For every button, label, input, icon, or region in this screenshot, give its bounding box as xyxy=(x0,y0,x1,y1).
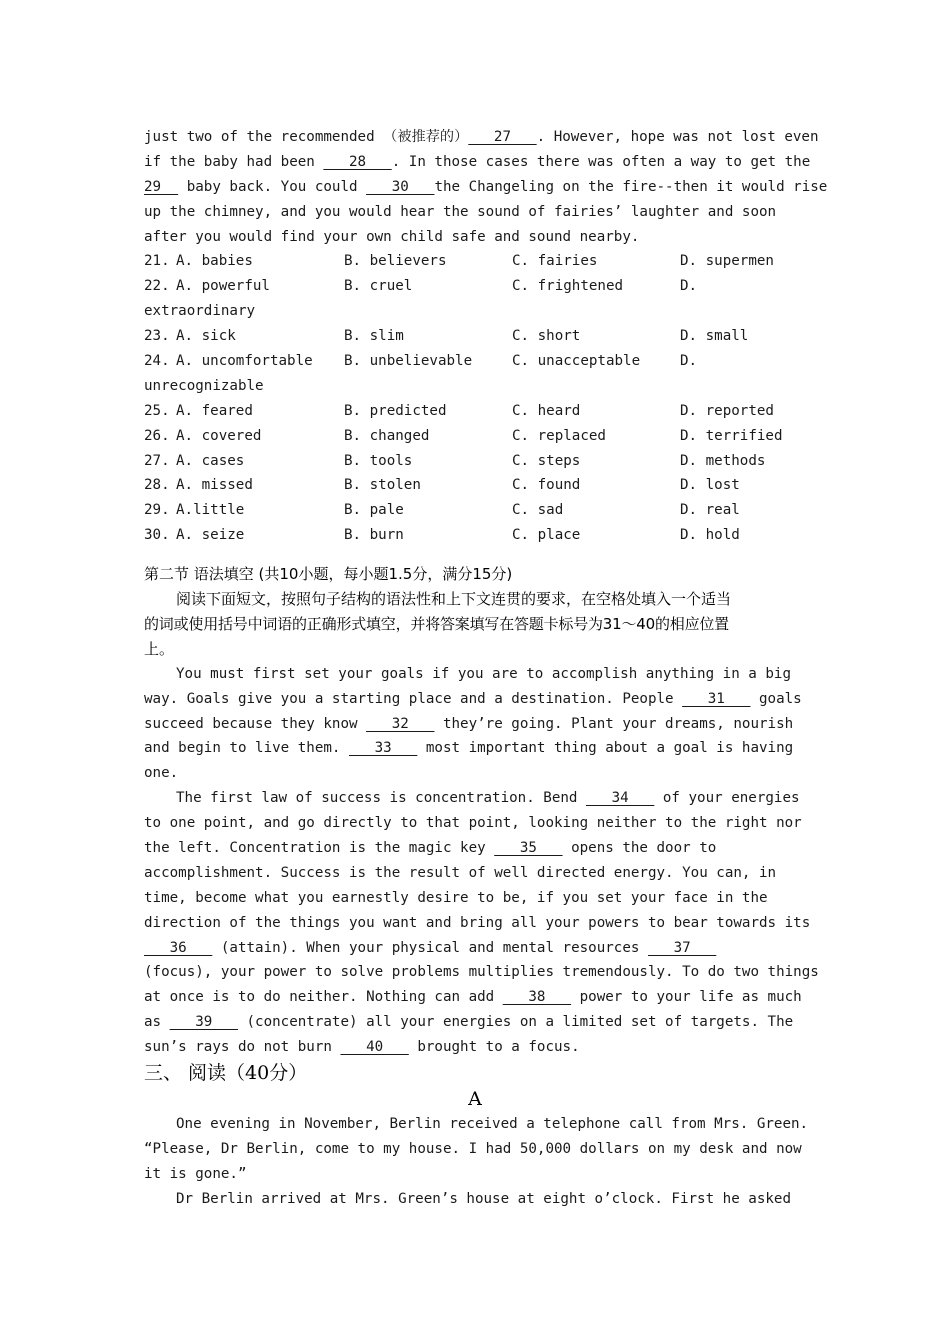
option-c: C. replaced xyxy=(512,427,606,444)
option-c: C. frightened xyxy=(512,278,624,295)
text-line: 29 baby back. You could 30 the Changeling on the fire--then it would rise xyxy=(144,178,828,195)
option-a: A. seize xyxy=(176,527,245,544)
option-a: A. powerful xyxy=(176,278,270,295)
question-number: 23. xyxy=(144,328,170,345)
option-row xyxy=(144,349,806,374)
answer-blank: 40 xyxy=(340,1039,409,1056)
question-number: 30. xyxy=(144,527,170,544)
answer-blank: 37 xyxy=(647,939,717,956)
passage-a-label: A xyxy=(468,1088,482,1111)
question-number: 26. xyxy=(144,427,170,444)
text-line: succeed because they know 32 they’re going. Plant your dreams, nourish xyxy=(144,715,794,732)
answer-blank: 28 xyxy=(323,153,392,170)
text-line: the left. Concentration is the magic key 35 opens the door to xyxy=(144,840,717,856)
option-a: A. feared xyxy=(176,402,253,419)
question-number: 28. xyxy=(144,477,170,494)
text-line: Dr Berlin arrived at Mrs. Green’s house at eight o’clock. First he asked xyxy=(176,1190,791,1207)
answer-blank: 27 xyxy=(468,129,537,145)
text-line: it is gone.” xyxy=(144,1165,247,1182)
option-b: B. believers xyxy=(344,253,447,270)
option-b: B. tools xyxy=(344,452,413,469)
answer-blank: 31 xyxy=(682,690,751,707)
text-line: “Please, Dr Berlin, come to my house. I had 50,000 dollars on my desk and now xyxy=(144,1140,802,1157)
option-c: C. sad xyxy=(512,502,564,519)
option-a: A. cases xyxy=(176,452,245,469)
option-d: D. hold xyxy=(680,527,740,544)
document-column xyxy=(144,125,828,1212)
option-c: C. short xyxy=(512,328,581,345)
option-list xyxy=(144,249,806,548)
text-line: if the baby had been 28 . In those cases there was often a way to get the xyxy=(144,153,811,170)
question-number: 27. xyxy=(144,452,170,469)
answer-blank: 34 xyxy=(586,790,655,807)
option-d: D. terrified xyxy=(680,427,783,444)
section2-instruction-line: 阅读下面短文，按照句子结构的语法性和上下文连贯的要求，在空格处填入一个适当 xyxy=(176,590,732,609)
text-line: The first law of success is concentration. Bend 34 of your energies xyxy=(176,790,800,807)
option-d: D. methods xyxy=(680,452,766,469)
text-line: sun’s rays do not burn 40 brought to a focus. xyxy=(144,1039,580,1056)
text-line: just two of the recommended （被推荐的） 27 . However, hope was not lost even xyxy=(144,129,819,145)
option-b: B. stolen xyxy=(344,477,421,494)
grammar-passage xyxy=(144,662,819,1060)
question-number: 25. xyxy=(144,402,170,419)
option-d: D. reported xyxy=(680,402,774,419)
answer-blank: 38 xyxy=(502,989,572,1006)
reading-passage-a xyxy=(144,1112,809,1212)
option-b: B. unbelievable xyxy=(344,353,473,370)
text-line: at once is to do neither. Nothing can add 38 power to your life as much xyxy=(144,989,802,1006)
answer-blank: 30 xyxy=(366,178,435,195)
text-line: time, become what you earnestly desire to be, if you set your face in the xyxy=(144,889,768,906)
text-line: accomplishment. Success is the result of well directed energy. You can, in xyxy=(144,864,777,881)
answer-blank: 35 xyxy=(494,840,563,856)
option-b: B. slim xyxy=(344,328,404,345)
text-line: One evening in November, Berlin received a telephone call from Mrs. Green. xyxy=(176,1116,809,1133)
option-c: C. fairies xyxy=(512,253,598,270)
text-line: as 39 (concentrate) all your energies on a limited set of targets. The xyxy=(144,1014,794,1031)
text-line: to one point, and go directly to that point, looking neither to the right nor xyxy=(144,815,802,832)
option-c: C. found xyxy=(512,477,581,494)
option-b: B. pale xyxy=(344,502,404,519)
section2-instruction-line: 的词或使用括号中词语的正确形式填空，并将答案填写在答题卡标号为31～40的相应位置 xyxy=(144,614,729,633)
option-row xyxy=(144,324,806,349)
answer-blank: 29 xyxy=(144,178,179,195)
option-row xyxy=(144,274,806,299)
question-number: 24. xyxy=(144,353,170,370)
text-line: after you would find your own child safe and sound nearby. xyxy=(144,228,640,245)
option-row xyxy=(144,473,806,498)
text-line: You must first set your goals if you are to accomplish anything in a big xyxy=(176,665,791,682)
question-number: 21. xyxy=(144,253,170,270)
option-a: A. uncomfortable xyxy=(176,353,313,370)
option-wrap: extraordinary xyxy=(144,303,256,320)
option-a: A. babies xyxy=(176,253,253,270)
option-c: C. place xyxy=(512,527,581,544)
answer-blank: 33 xyxy=(349,740,418,757)
text-line: (focus), your power to solve problems multiplies tremendously. To do two things xyxy=(144,964,819,981)
option-c: C. unacceptable xyxy=(512,353,641,370)
question-number: 29. xyxy=(144,502,170,519)
option-row xyxy=(144,399,806,424)
section2-heading: 第二节 语法填空 (共10小题，每小题1.5分，满分15分) xyxy=(144,565,513,584)
option-a: A.little xyxy=(176,502,245,519)
option-d: D. lost xyxy=(680,477,740,494)
section2-instruction-line: 上。 xyxy=(144,639,175,658)
text-line: and begin to live them. 33 most important thing about a goal is having xyxy=(144,740,794,757)
section3-heading: 三、 阅读（40分） xyxy=(144,1062,308,1085)
question-number: 22. xyxy=(144,278,170,295)
option-d: D. real xyxy=(680,502,740,519)
answer-blank: 39 xyxy=(169,1014,238,1031)
text-line: up the chimney, and you would hear the sound of fairies’ laughter and soon xyxy=(144,203,777,220)
text-line: 36 (attain). When your physical and mental resources 37 xyxy=(144,939,717,956)
option-b: B. burn xyxy=(344,527,404,544)
option-a: A. missed xyxy=(176,477,253,494)
option-row xyxy=(144,449,806,474)
option-d: D. small xyxy=(680,328,749,345)
option-a: A. covered xyxy=(176,427,262,444)
option-b: B. cruel xyxy=(344,278,413,295)
text-line: direction of the things you want and bring all your powers to bear towards its xyxy=(144,914,811,931)
option-d: D. xyxy=(680,278,698,295)
option-row xyxy=(144,498,806,523)
answer-blank: 36 xyxy=(144,939,213,956)
passage-tail xyxy=(144,125,828,249)
text-line: one. xyxy=(144,765,179,782)
option-d: D. xyxy=(680,353,698,370)
option-row xyxy=(144,523,806,548)
option-row xyxy=(144,424,806,449)
text-line: way. Goals give you a starting place and a destination. People 31 goals xyxy=(144,690,802,707)
option-b: B. changed xyxy=(344,427,430,444)
option-c: C. steps xyxy=(512,452,581,469)
option-b: B. predicted xyxy=(344,402,447,419)
option-wrap: unrecognizable xyxy=(144,377,264,394)
option-d: D. supermen xyxy=(680,253,774,270)
option-c: C. heard xyxy=(512,402,581,419)
answer-blank: 32 xyxy=(366,715,435,732)
option-row xyxy=(144,249,806,274)
option-a: A. sick xyxy=(176,328,236,345)
